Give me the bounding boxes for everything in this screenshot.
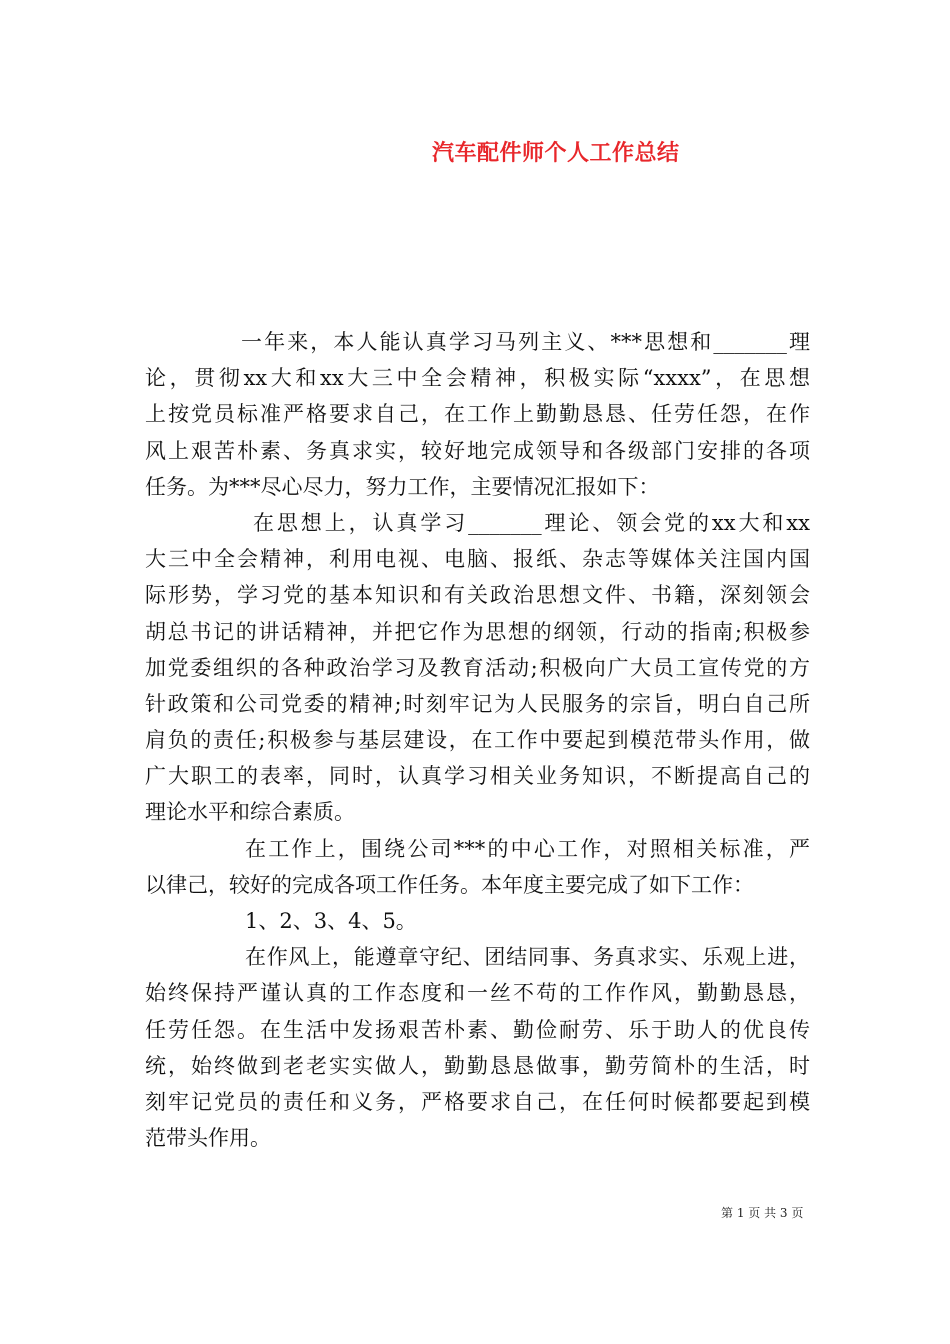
page-footer: 第 1 页 共 3 页 (721, 1206, 804, 1220)
body-line: 一年来，本人能认真学习马列主义、***思想和_______理 (241, 330, 810, 354)
body-line: 统，始终做到老老实实做人，勤勤恳恳做事，勤劳简朴的生活，时 (145, 1053, 810, 1078)
body-line: 在工作上，围绕公司***的中心工作，对照相关标准，严 (245, 836, 810, 861)
body-line: 任务。为***尽心尽力，努力工作，主要情况汇报如下： (145, 474, 660, 499)
body-line: 针政策和公司党委的精神;时刻牢记为人民服务的宗旨，明白自己所 (145, 691, 810, 716)
body-line: 范带头作用。 (145, 1126, 271, 1151)
body-line: 论，贯彻xx大和xx大三中全会精神，积极实际“xxxx”，在思想 (145, 366, 810, 391)
body-line: 任劳任怨。在生活中发扬艰苦朴素、勤俭耐劳、乐于助人的优良传 (145, 1017, 810, 1042)
document-title: 汽车配件师个人工作总结 (432, 140, 680, 166)
body-line: 风上艰苦朴素、务真求实，较好地完成领导和各级部门安排的各项 (145, 438, 810, 463)
body-line: 胡总书记的讲话精神，并把它作为思想的纲领，行动的指南;积极参 (145, 619, 810, 644)
body-line: 在思想上，认真学习_______理论、领会党的xx大和xx (253, 510, 810, 535)
body-line: 加党委组织的各种政治学习及教育活动;积极向广大员工宣传党的方 (145, 655, 810, 680)
body-line: 以律己，较好的完成各项工作任务。本年度主要完成了如下工作： (145, 872, 754, 897)
body-line: 大三中全会精神，利用电视、电脑、报纸、杂志等媒体关注国内国 (145, 547, 810, 572)
body-line: 刻牢记党员的责任和义务，严格要求自己，在任何时候都要起到模 (145, 1089, 810, 1114)
body-line: 际形势，学习党的基本知识和有关政治思想文件、书籍，深刻领会 (145, 583, 810, 608)
body-line: 理论水平和综合素质。 (145, 800, 355, 825)
body-line: 广大职工的表率，同时，认真学习相关业务知识，不断提高自己的 (145, 764, 810, 789)
body-line: 肩负的责任;积极参与基层建设，在工作中要起到模范带头作用，做 (145, 728, 810, 753)
body-line: 始终保持严谨认真的工作态度和一丝不苟的工作作风，勤勤恳恳， (145, 981, 810, 1006)
body-line: 上按党员标准严格要求自己，在工作上勤勤恳恳、任劳任怨，在作 (145, 402, 810, 427)
body-line: 1、2、3、4、5。 (245, 909, 417, 933)
document-body (145, 324, 810, 1156)
body-line: 在作风上，能遵章守纪、团结同事、务真求实、乐观上进， (245, 945, 810, 970)
